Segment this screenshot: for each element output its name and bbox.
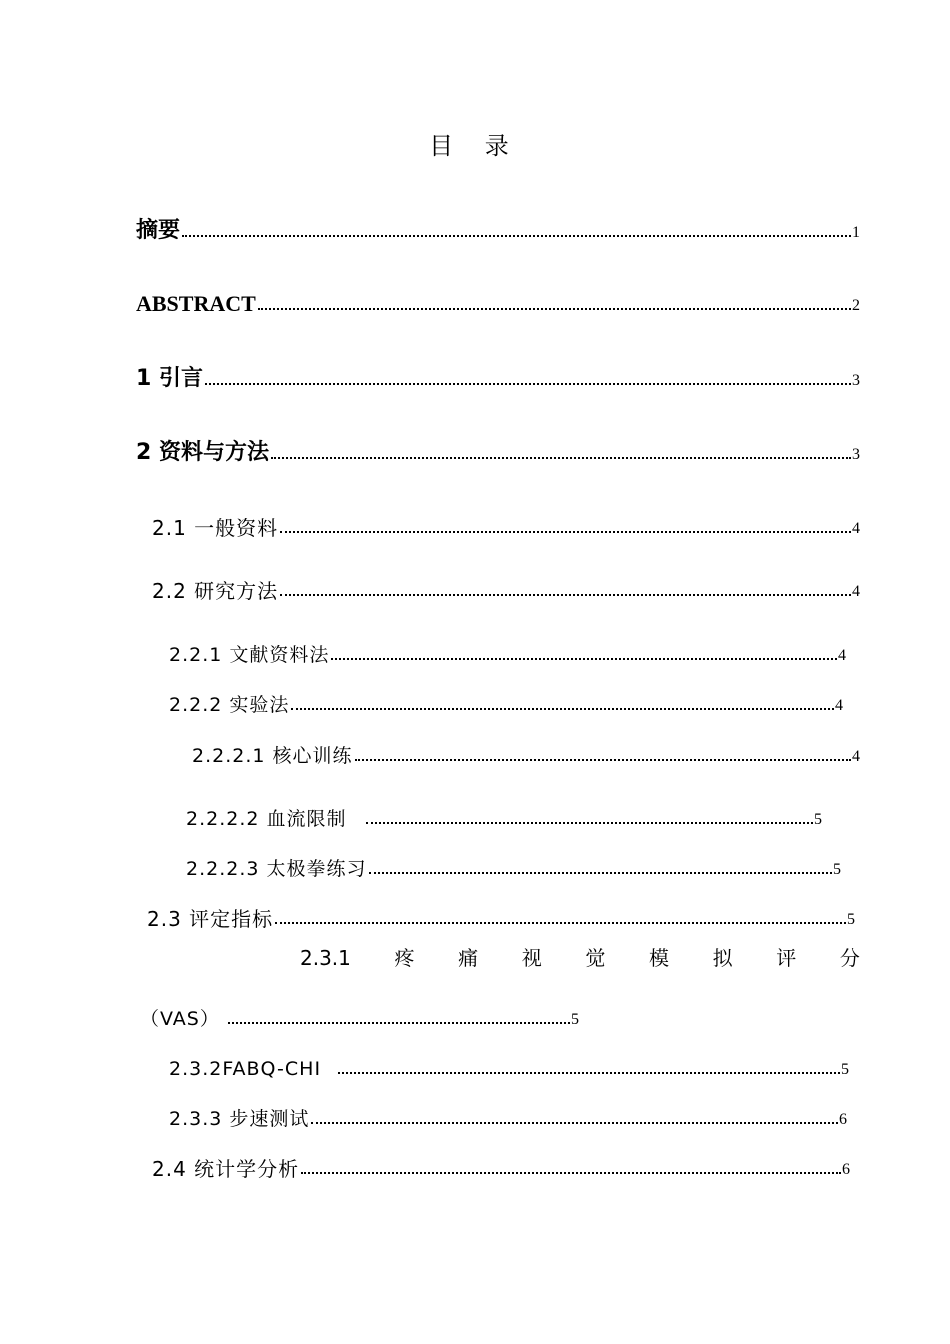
toc-entry-page: 5 [814, 811, 822, 828]
toc-entry-label: ABSTRACT [136, 291, 256, 316]
toc-entry-page: 1 [852, 224, 860, 241]
toc-entry-page: 5 [847, 911, 855, 928]
toc-entry-label: （VAS） [140, 1008, 220, 1030]
toc-entry-2-3-1-heading[interactable] [300, 948, 860, 968]
toc-entry-page: 6 [839, 1111, 847, 1128]
toc-entry-introduction[interactable] [136, 354, 860, 390]
toc-entry-2-2-2-3[interactable] [186, 843, 841, 879]
toc-entry-label: 2.2.2 实验法 [169, 694, 290, 716]
toc-entry-2-4[interactable] [152, 1143, 850, 1179]
toc-entry-2-2-2[interactable] [169, 679, 843, 715]
toc-entry-page: 4 [852, 520, 860, 537]
toc-entry-2-3-2[interactable] [169, 1043, 849, 1079]
toc-entry-label: 2.3.3 步速测试 [169, 1108, 310, 1130]
toc-entry-2-2-2-1[interactable] [192, 730, 860, 766]
toc-entry-label: 2.2.1 文献资料法 [169, 644, 330, 666]
toc-entry-label: 1 引言 [136, 366, 203, 391]
dot-leader [182, 235, 851, 237]
dot-leader [291, 708, 834, 710]
toc-entry-label: 2.3 评定指标 [147, 907, 274, 931]
toc-entry-page: 4 [838, 647, 846, 664]
toc-entry-2-2[interactable] [152, 565, 860, 601]
dot-leader [280, 531, 851, 533]
dot-leader [355, 759, 851, 761]
label-part: 视 [521, 946, 542, 970]
toc-entry-page: 3 [852, 372, 860, 389]
toc-entry-materials-methods[interactable] [136, 428, 860, 464]
dot-leader [280, 594, 851, 596]
toc-entry-2-3-1-cont[interactable] [140, 993, 579, 1029]
toc-entry-page: 5 [833, 861, 841, 878]
toc-entry-2-3-3[interactable] [169, 1093, 847, 1129]
label-part: 2.3.1 [300, 946, 351, 970]
dot-leader [331, 658, 837, 660]
label-part: 觉 [585, 946, 606, 970]
dot-leader [258, 308, 851, 310]
toc-entry-2-2-1[interactable] [169, 629, 846, 665]
label-part: 疼 [394, 946, 415, 970]
toc-entry-page: 5 [841, 1061, 849, 1078]
dot-leader [366, 822, 813, 824]
label-part: 分 [839, 946, 860, 970]
toc-entry-page: 2 [852, 297, 860, 314]
toc-entry-label: 2.2 研究方法 [152, 579, 279, 603]
toc-entry-label: 摘要 [136, 218, 181, 243]
label-part: 痛 [458, 946, 479, 970]
dot-leader [275, 922, 846, 924]
toc-entry-label: 2.2.2.1 核心训练 [192, 745, 353, 767]
toc-entry-page: 4 [835, 697, 843, 714]
label-part: 模 [649, 946, 670, 970]
toc-entry-2-3[interactable] [147, 893, 855, 929]
toc-entry-page: 6 [842, 1161, 850, 1178]
toc-entry-label: 2 资料与方法 [136, 440, 269, 465]
toc-entry-page: 5 [571, 1011, 579, 1028]
dot-leader [301, 1172, 841, 1174]
toc-entry-abstract-en[interactable] [136, 279, 860, 315]
toc-entry-label: 2.4 统计学分析 [152, 1157, 300, 1181]
toc-title: 目 录 [429, 132, 521, 160]
dot-leader [228, 1022, 570, 1024]
toc-entry-2-1[interactable] [152, 502, 860, 538]
dot-leader [369, 872, 832, 874]
toc-entry-page: 3 [852, 446, 860, 463]
toc-entry-page: 4 [852, 748, 860, 765]
toc-entry-label: 2.1 一般资料 [152, 516, 279, 540]
toc-entry-abstract-cn[interactable] [136, 206, 860, 242]
dot-leader [311, 1122, 838, 1124]
toc-entry-label: 2.2.2.3 太极拳练习 [186, 858, 367, 880]
toc-entry-page: 4 [852, 583, 860, 600]
toc-entry-label: 2.2.2.2 血流限制 [186, 808, 354, 830]
toc-entry-label: 2.3.2FABQ-CHI [169, 1058, 329, 1080]
dot-leader [338, 1072, 840, 1074]
dot-leader [271, 457, 851, 459]
label-part: 评 [776, 946, 797, 970]
dot-leader [205, 383, 851, 385]
toc-entry-2-2-2-2[interactable] [186, 793, 822, 829]
label-part: 拟 [712, 946, 733, 970]
